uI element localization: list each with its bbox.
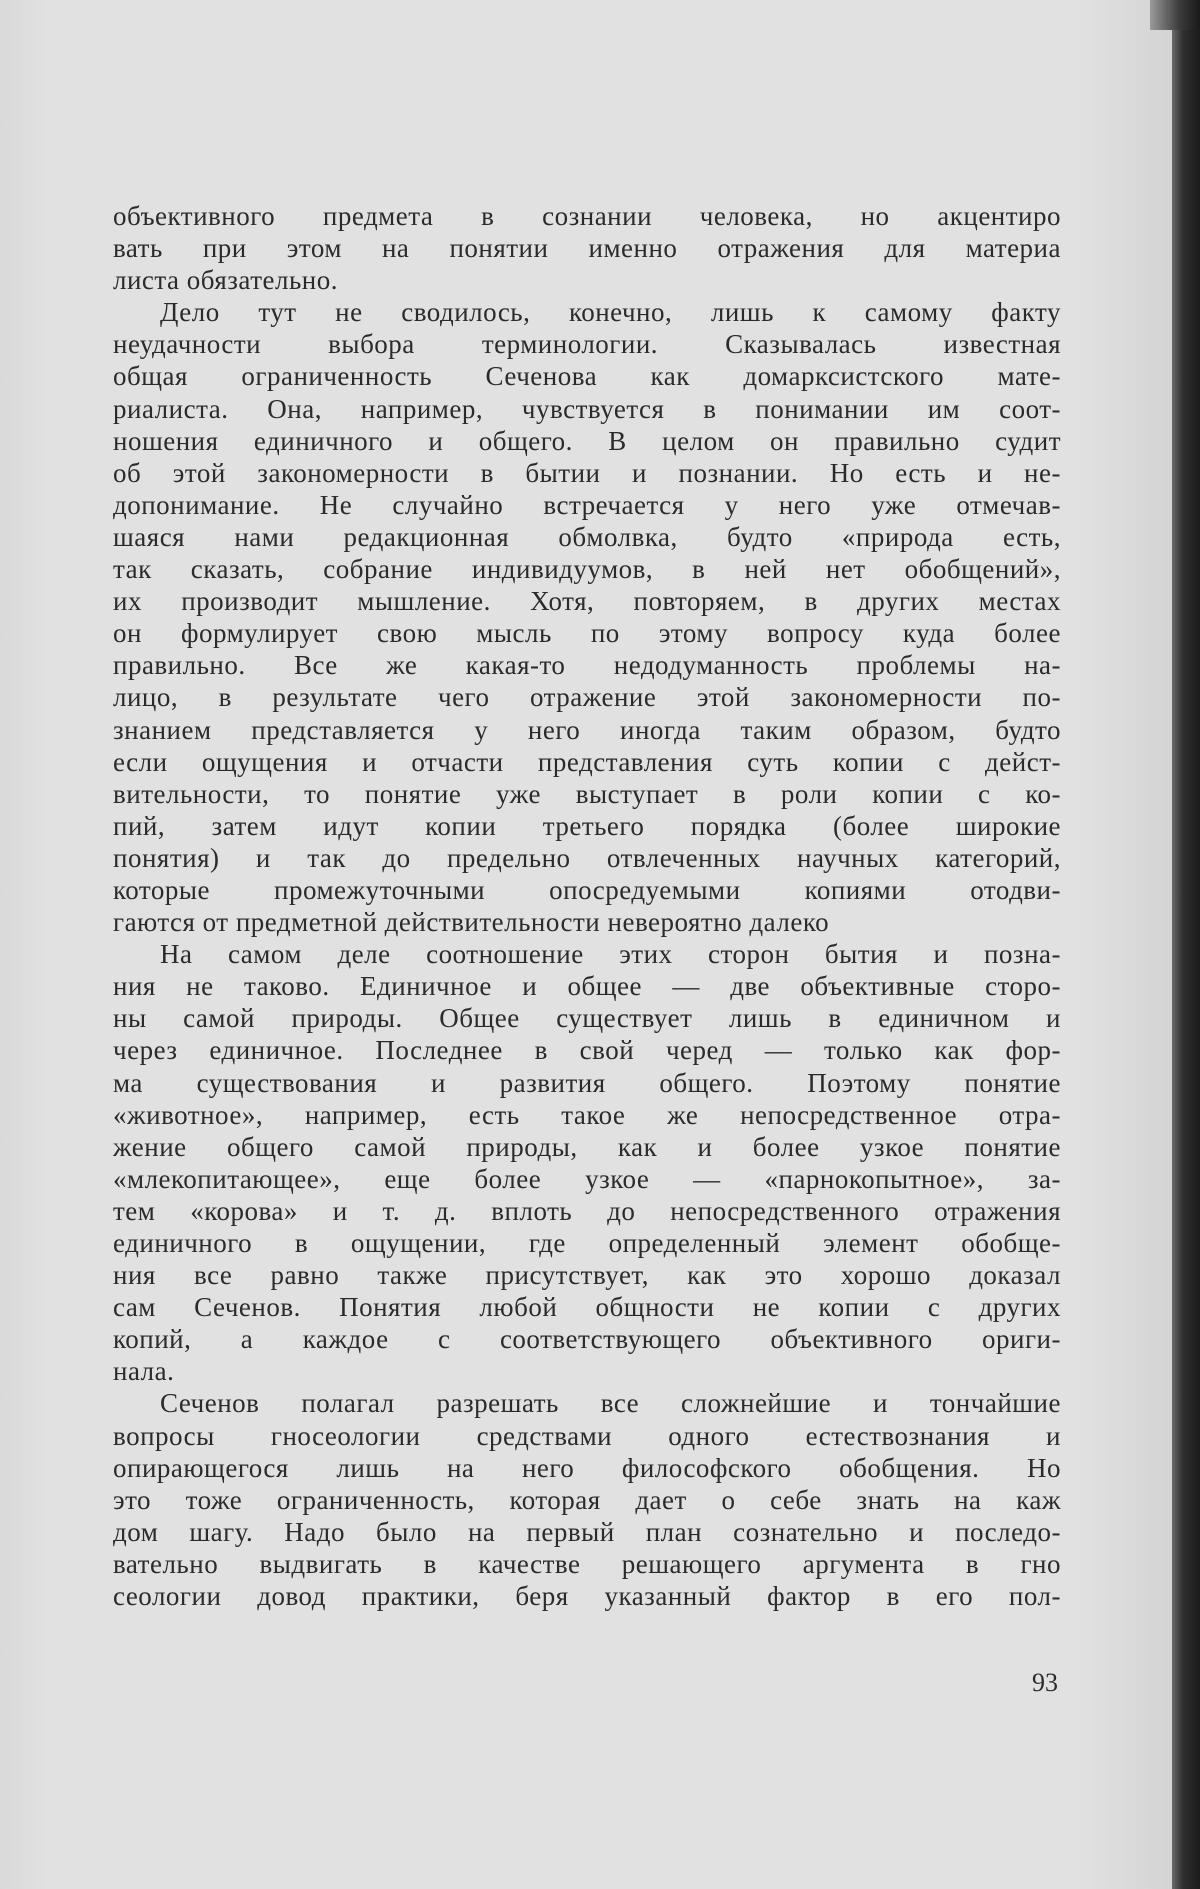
text-line: он формулирует свою мысль по этому вопросу куда более [113,618,1061,649]
scan-shadow-corner [1150,0,1200,30]
text-line: так сказать, собрание индивидуумов, в ней нет обобщений», [113,554,1061,585]
text-line: жение общего самой природы, как и более узкое понятие [113,1131,1061,1162]
text-line: ния не таково. Единичное и общее — две объективные сторо- [113,971,1061,1002]
text-line: вопросы гносеологии средствами одного естествознания и [113,1420,1061,1451]
paragraph-2 [113,296,1061,938]
text-line: вать при этом на понятии именно отражения для материа [113,233,1061,264]
text-line: сеологии довод практики, беря указанный фактор в его пол- [113,1581,1061,1612]
paragraph-4 [113,1387,1061,1612]
text-line: если ощущения и отчасти представления суть копии с дейст- [113,746,1061,777]
text-line: неудачности выбора терминологии. Сказывалась известная [113,329,1061,360]
text-line: шаяся нами редакционная обмолвка, будто «природа есть, [113,521,1061,552]
text-line: лицо, в результате чего отражение этой закономерности по- [113,682,1061,713]
text-line: ма существования и развития общего. Поэтому понятие [113,1067,1061,1098]
text-line: гаются от предметной действительности невероятно далеко [113,907,830,938]
scan-shadow-edge [1172,0,1200,1889]
text-line: пий, затем идут копии третьего порядка (более широкие [113,810,1061,841]
text-line: об этой закономерности в бытии и познании. Но есть и не- [113,457,1061,488]
text-line: вательно выдвигать в качестве решающего аргумента в гно [113,1548,1061,1579]
text-line: «млекопитающее», еще более узкое — «парнокопытное», за- [113,1163,1061,1194]
text-line: «животное», например, есть такое же непосредственное отра- [113,1099,1061,1130]
text-line: нала. [113,1356,175,1387]
paragraph-1 [113,200,1061,296]
text-line: общая ограниченность Сеченова как домарксистского мате- [113,361,1061,392]
text-line: объективного предмета в сознании человека, но акцентиро [113,201,1061,231]
page-number: 93 [1032,1668,1058,1697]
text-line: сам Сеченов. Понятия любой общности не копии с других [113,1292,1061,1323]
text-line: листа обязательно. [113,265,338,296]
text-line: ны самой природы. Общее существует лишь в единичном и [113,1003,1061,1034]
text-line: это тоже ограниченность, которая дает о себе знать на каж [113,1484,1061,1515]
text-line: На самом деле соотношение этих сторон бытия и позна- [160,939,1061,970]
text-line: Сеченов полагал разрешать все сложнейшие и тончайшие [160,1388,1061,1419]
text-line: знанием представляется у него иногда таким образом, будто [113,714,1061,745]
text-line: их производит мышление. Хотя, повторяем, в других местах [113,586,1061,617]
text-line: риалиста. Она, например, чувствуется в понимании им соот- [113,393,1061,424]
text-line: вительности, то понятие уже выступает в роли копии с ко- [113,778,1061,809]
text-line: допонимание. Не случайно встречается у него уже отмечав- [113,489,1061,520]
paragraph-3 [113,938,1061,1387]
text-line: правильно. Все же какая-то недодуманность проблемы на- [113,650,1061,681]
text-line: тем «корова» и т. д. вплоть до непосредственного отражения [113,1195,1061,1226]
text-line: единичного в ощущении, где определенный элемент обобще- [113,1228,1061,1258]
text-line: понятия) и так до предельно отвлеченных научных категорий, [113,842,1061,873]
text-line: ношения единичного и общего. В целом он правильно судит [113,425,1061,456]
text-line: которые промежуточными опосредуемыми копиями отодви- [113,874,1061,905]
text-line: копий, а каждое с соответствующего объективного ориги- [113,1324,1061,1355]
text-line: дом шагу. Надо было на первый план сознательно и последо- [113,1516,1061,1547]
body-text [113,200,1061,1612]
text-line: через единичное. Последнее в свой черед — только как фор- [113,1035,1061,1066]
text-line: ния все равно также присутствует, как это хорошо доказал [113,1260,1061,1291]
text-line: Дело тут не сводилось, конечно, лишь к самому факту [160,297,1061,328]
text-line: опирающегося лишь на него философского обобщения. Но [113,1452,1061,1483]
